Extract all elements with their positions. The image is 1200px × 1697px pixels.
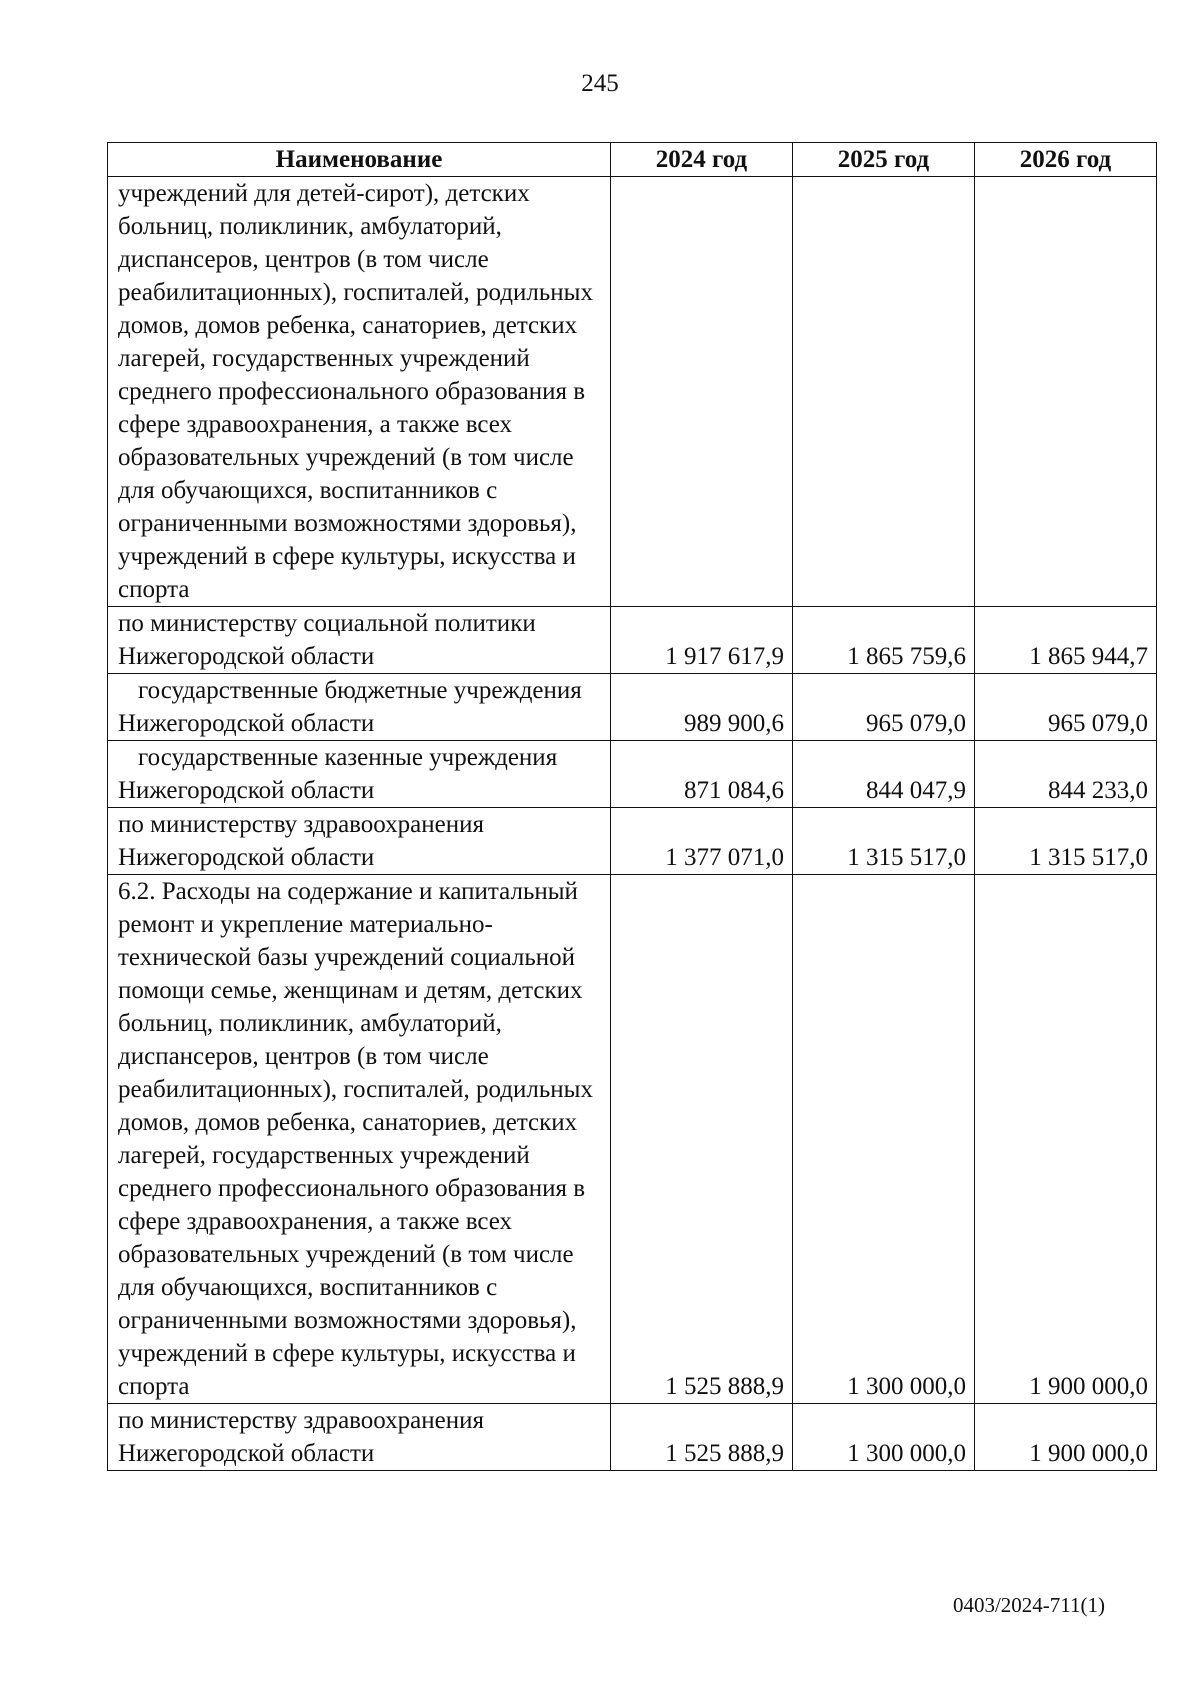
value-2026: 1 315 517,0: [975, 808, 1157, 875]
budget-table: [107, 142, 1157, 1471]
value-2026: 965 079,0: [975, 674, 1157, 741]
row-name: по министерству здравоохранения Нижегородской области: [108, 808, 611, 875]
value-2026: 1 900 000,0: [975, 875, 1157, 1404]
value-2025: 965 079,0: [793, 674, 975, 741]
value-2024: 871 084,6: [611, 741, 793, 808]
value-2024: 1 917 617,9: [611, 607, 793, 674]
value-2025: 844 047,9: [793, 741, 975, 808]
table-row: [108, 808, 1157, 875]
row-name: по министерству здравоохранения Нижегородской области: [108, 1404, 611, 1471]
value-2024: 1 525 888,9: [611, 875, 793, 1404]
header-2026: 2026 год: [975, 143, 1157, 177]
value-2025: [793, 177, 975, 607]
row-name: 6.2. Расходы на содержание и капитальный ремонт и укрепление материально-технической базы учреждений социальной помощи семье, женщинам и детям, детских больниц, поликлиник, амбулаторий, диспансеров, центров (в том числе реабилитационных), госпиталей, родильных домов, домов ребенка, санаториев, детских лагерей, государственных учреждений среднего профессионального образования в сфере здравоохранения, а также всех образовательных учреждений (в том числе для обучающихся, воспитанников с ограниченными возможностями здоровья), учреждений в сфере культуры, искусства и спорта: [108, 875, 611, 1404]
table-row: [108, 875, 1157, 1404]
row-name: государственные казенные учреждения Нижегородской области: [108, 741, 611, 808]
row-name: учреждений для детей-сирот), детских больниц, поликлиник, амбулаторий, диспансеров, центров (в том числе реабилитационных), госпиталей, родильных домов, домов ребенка, санаториев, детских лагерей, государственных учреждений среднего профессионального образования в сфере здравоохранения, а также всех образовательных учреждений (в том числе для обучающихся, воспитанников с ограниченными возможностями здоровья), учреждений в сфере культуры, искусства и спорта: [108, 177, 611, 607]
value-2026: 1 900 000,0: [975, 1404, 1157, 1471]
value-2025: 1 315 517,0: [793, 808, 975, 875]
value-2026: [975, 177, 1157, 607]
value-2024: [611, 177, 793, 607]
table-row: [108, 741, 1157, 808]
header-2024: 2024 год: [611, 143, 793, 177]
document-code: 0403/2024-711(1): [952, 1593, 1105, 1617]
page-number: 245: [581, 70, 619, 97]
value-2026: 844 233,0: [975, 741, 1157, 808]
value-2026: 1 865 944,7: [975, 607, 1157, 674]
value-2025: 1 300 000,0: [793, 1404, 975, 1471]
table-row: [108, 1404, 1157, 1471]
table-row: [108, 674, 1157, 741]
table-row: [108, 177, 1157, 607]
table-row: [108, 607, 1157, 674]
row-name: по министерству социальной политики Нижегородской области: [108, 607, 611, 674]
value-2024: 1 377 071,0: [611, 808, 793, 875]
value-2025: 1 865 759,6: [793, 607, 975, 674]
table-header-row: [108, 143, 1157, 177]
value-2024: 1 525 888,9: [611, 1404, 793, 1471]
header-name: Наименование: [108, 143, 611, 177]
row-name: государственные бюджетные учреждения Нижегородской области: [108, 674, 611, 741]
header-2025: 2025 год: [793, 143, 975, 177]
value-2024: 989 900,6: [611, 674, 793, 741]
value-2025: 1 300 000,0: [793, 875, 975, 1404]
